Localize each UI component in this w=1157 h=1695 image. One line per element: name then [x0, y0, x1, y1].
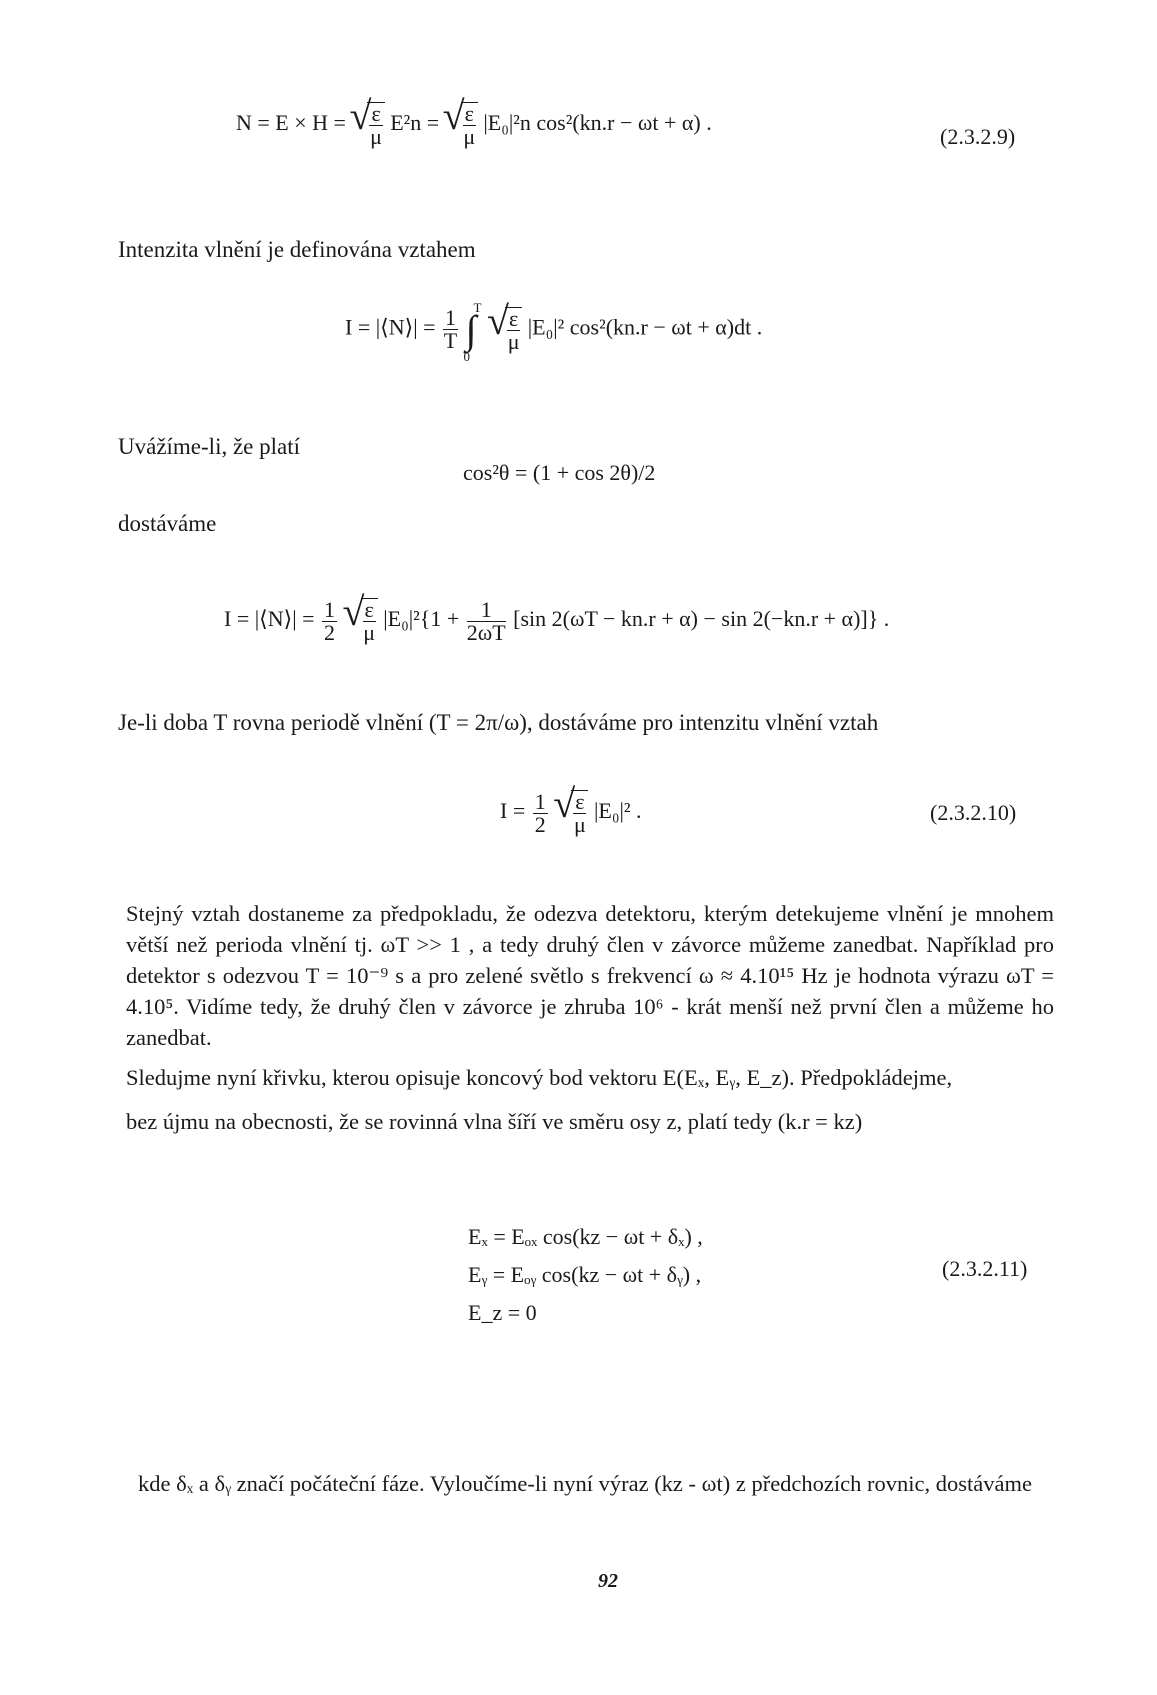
equation-cos-identity: cos²θ = (1 + cos 2θ)/2: [463, 460, 656, 485]
equation-number-3: (2.3.2.11): [942, 1256, 1028, 1281]
text-we-get: dostáváme: [118, 511, 217, 536]
eq-mid: E²n =: [390, 110, 440, 136]
equation-2-3-2-9: [236, 102, 712, 148]
page-number: 92: [598, 1570, 618, 1592]
eq-line-x: Eₓ = Eₒₓ cos(kz − ωt + δₓ) ,: [468, 1224, 703, 1249]
eq-rest: |E₀|²n cos²(kn.r − ωt + α) .: [483, 110, 712, 136]
text-consider: Uvážíme-li, že platí: [118, 434, 301, 459]
sqrt-eps-mu: √ $\frac{\varepsilon}{\mu}$: [351, 102, 384, 148]
sqrt-eps-mu-2: √ $\frac{\varepsilon}{\mu}$: [445, 102, 478, 148]
equation-2-3-2-10: I = $\frac{1}{2}$ √ $\frac{\varepsilon}{\mu}$ |E₀|² .: [500, 790, 642, 836]
eq-lead: N = E × H =: [236, 110, 346, 136]
integral-sign: ∫ T 0: [463, 300, 482, 364]
equation-number-2: (2.3.2.10): [930, 800, 1017, 825]
text-intensity-intro: Intenzita vlnění je definována vztahem: [118, 237, 476, 262]
eq-line-y: Eᵧ = Eₒᵧ cos(kz − ωt + δᵧ) ,: [468, 1262, 702, 1287]
text-period: Je-li doba T rovna periodě vlnění (T = 2π/ω), dostáváme pro intenzitu vlnění vztah: [118, 710, 879, 735]
paragraph-detector: Stejný vztah dostaneme za předpokladu, že odezva detektoru, kterým detekujeme vlnění je mnohem větší než perioda vlnění tj. ωT >> 1 , a tedy druhý člen v závorce můžeme zanedbat. Například pro detektor s odezvou T = 10⁻⁹ s a pro zelené světlo s frekvencí ω ≈ 4.10¹⁵ Hz je hodnota výrazu ωT = 4.10⁵. Vidíme tedy, že druhý člen v závorce je zhruba 10⁶ - krát menší než první člen a můžeme ho zanedbat.: [126, 901, 1054, 1050]
paragraph-phase: kde δₓ a δᵧ značí počáteční fáze. Vyloučíme-li nyní výraz (kz - ωt) z předchozích rovnic, dostáváme: [138, 1471, 1032, 1496]
equation-number: (2.3.2.9): [940, 124, 1016, 149]
paragraph-follow-line2: bez újmu na obecnosti, že se rovinná vlna šíří ve směru osy z, platí tedy (k.r = kz): [126, 1109, 863, 1134]
eq-line-z: E_z = 0: [468, 1300, 537, 1325]
equation-intensity-expanded: I = |⟨N⟩| = $\frac{1}{2}$ √ $\frac{\varepsilon}{\mu}$ |E₀|²{1 + $\frac{1}{2\omega T}$ [sin 2(ωT − kn.r + α) − sin 2(−kn.r + α)]} .: [224, 598, 889, 644]
paragraph-follow-line1: Sledujme nyní křivku, kterou opisuje koncový bod vektoru E(Eₓ, Eᵧ, E_z). Předpokládejme,: [126, 1065, 953, 1090]
equation-2-3-2-11: [468, 1218, 703, 1332]
equation-intensity-definition: I = |⟨N⟩| = $\frac{1}{T}$ ∫ T 0 √ $\frac{\varepsilon}{\mu}$ |E₀|² cos²(kn.r − ωt + α)dt .: [345, 306, 762, 353]
